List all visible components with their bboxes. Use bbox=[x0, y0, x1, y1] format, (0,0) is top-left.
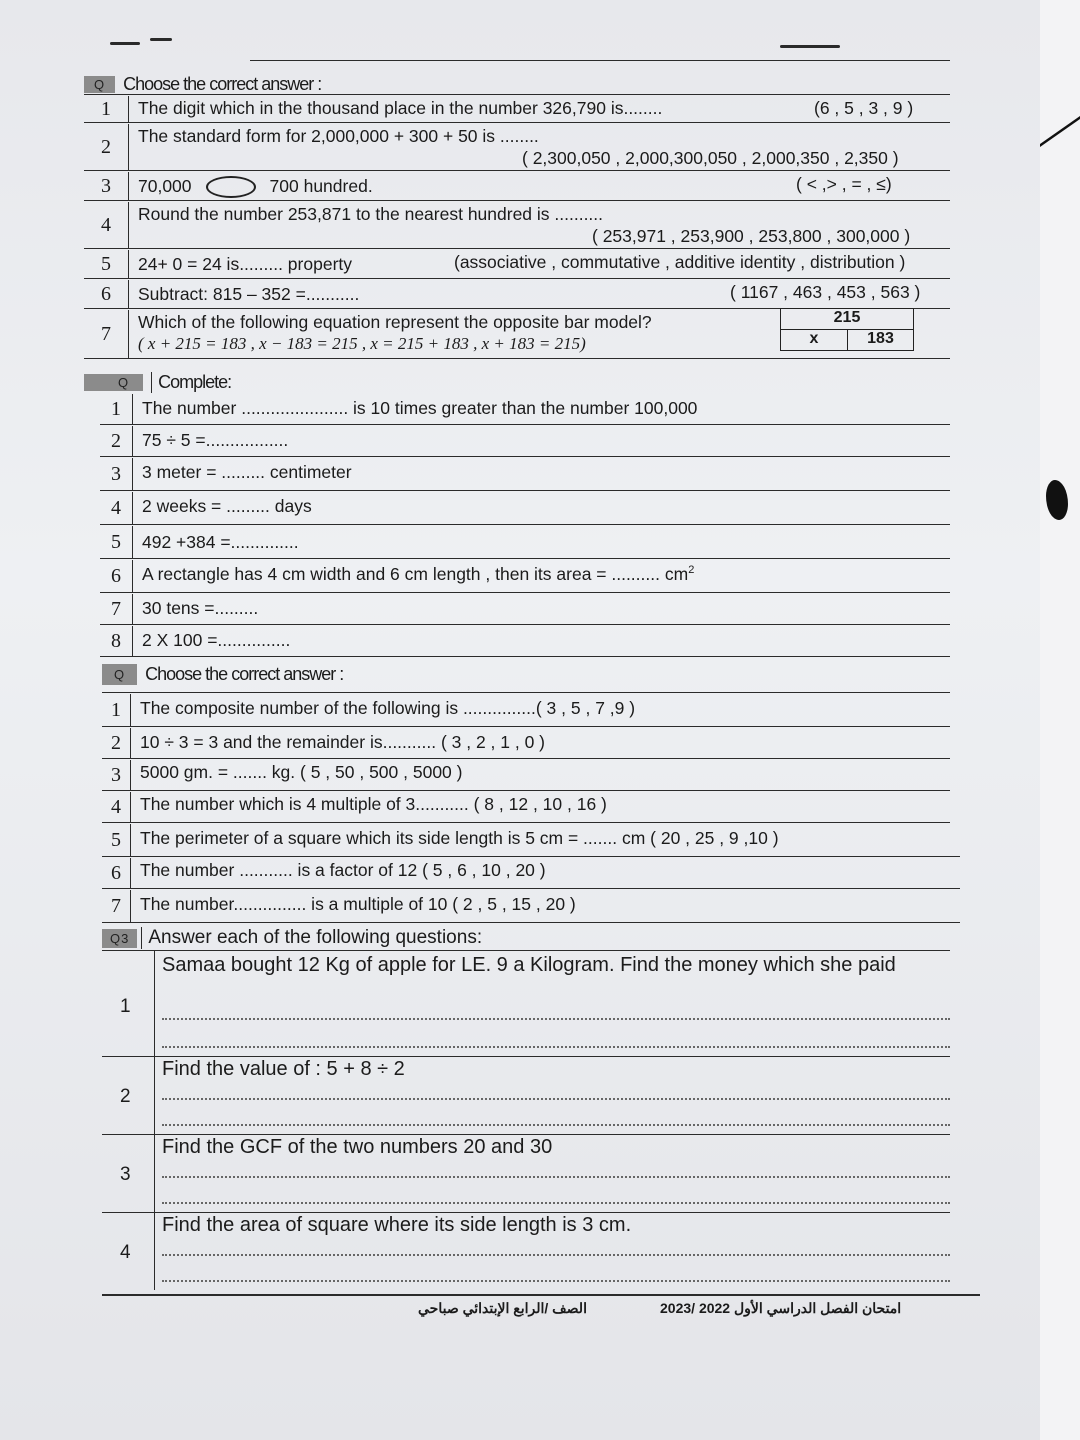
question-row bbox=[84, 280, 950, 309]
question-row bbox=[100, 394, 950, 425]
question-number: 3 bbox=[84, 172, 129, 200]
section-answer bbox=[102, 928, 978, 1290]
question-row bbox=[102, 890, 960, 923]
question-row bbox=[102, 760, 950, 791]
question-text: Which of the following equation represent the opposite bar model? bbox=[138, 312, 652, 332]
question-number: 2 bbox=[102, 728, 131, 758]
bar-model-total: 215 bbox=[780, 308, 914, 330]
question-row bbox=[102, 858, 960, 889]
question-number: 6 bbox=[100, 560, 133, 592]
question-number: 4 bbox=[84, 202, 129, 248]
question-number: 1 bbox=[120, 996, 131, 1017]
question-row bbox=[84, 96, 950, 123]
question-row bbox=[102, 728, 950, 759]
answer-options: (6 , 5 , 3 , 9 ) bbox=[814, 98, 914, 118]
question-tag: Q bbox=[102, 664, 137, 685]
section-choose-2 bbox=[84, 664, 950, 928]
section-title: Complete: bbox=[151, 372, 231, 393]
question-text: 24+ 0 = 24 is......... property bbox=[138, 254, 353, 274]
question-text: 492 +384 =.............. bbox=[142, 532, 299, 552]
question-row bbox=[102, 1214, 950, 1288]
question-number: 2 bbox=[120, 1086, 131, 1107]
question-number: 1 bbox=[100, 394, 133, 424]
section-header bbox=[84, 74, 321, 94]
answer-line[interactable] bbox=[162, 1124, 950, 1126]
question-number: 4 bbox=[102, 792, 131, 822]
question-number: 5 bbox=[102, 824, 131, 856]
question-number: 3 bbox=[102, 760, 131, 790]
question-text: 75 ÷ 5 =................. bbox=[142, 430, 289, 450]
question-row bbox=[84, 124, 950, 171]
answer-options: ( 1167 , 463 , 453 , 563 ) bbox=[730, 282, 921, 302]
answer-options: (associative , commutative , additive identity , distribution ) bbox=[454, 252, 906, 272]
question-row bbox=[84, 250, 950, 279]
bar-model-part: 183 bbox=[847, 329, 914, 351]
answer-line[interactable] bbox=[162, 1098, 950, 1100]
section-title: Choose the correct answer : bbox=[123, 73, 322, 94]
question-text: The number............... is a multiple of 10 ( 2 , 5 , 15 , 20 ) bbox=[140, 894, 576, 914]
question-row bbox=[84, 172, 950, 201]
answer-line[interactable] bbox=[162, 1202, 950, 1204]
question-tag: Q bbox=[84, 76, 115, 93]
question-text: Subtract: 815 – 352 =........... bbox=[138, 284, 360, 304]
question-number: 4 bbox=[120, 1242, 131, 1263]
question-text: The digit which in the thousand place in the number 326,790 is........ bbox=[138, 98, 663, 118]
question-row bbox=[84, 202, 950, 249]
question-number: 5 bbox=[84, 250, 129, 278]
question-number: 2 bbox=[100, 426, 133, 456]
answer-options: ( x + 215 = 183 , x − 183 = 215 , x = 215 + 183 , x + 183 = 215) bbox=[138, 334, 586, 353]
answer-options: ( 253,971 , 253,900 , 253,800 , 300,000 ) bbox=[592, 226, 911, 246]
question-tag: Q3 bbox=[102, 929, 137, 948]
question-row bbox=[100, 560, 950, 593]
ink-mark bbox=[150, 38, 172, 41]
question-number: 5 bbox=[100, 526, 133, 558]
answer-line[interactable] bbox=[162, 1018, 950, 1020]
question-row bbox=[102, 792, 950, 823]
question-text: Round the number 253,871 to the nearest hundred is .......... bbox=[138, 204, 604, 224]
question-number: 8 bbox=[100, 626, 133, 656]
question-number: 6 bbox=[84, 280, 129, 308]
question-text: The number ...................... is 10 times greater than the number 100,000 bbox=[142, 398, 698, 418]
section-title: Choose the correct answer : bbox=[145, 663, 344, 684]
question-number: 3 bbox=[100, 458, 133, 490]
comparison-oval[interactable] bbox=[206, 176, 256, 198]
question-text: The standard form for 2,000,000 + 300 + 50 is ........ bbox=[138, 126, 539, 146]
question-number: 6 bbox=[102, 858, 131, 888]
question-row bbox=[102, 1058, 950, 1135]
question-text: 2 X 100 =............... bbox=[142, 630, 291, 650]
section-choose-1 bbox=[84, 74, 950, 364]
bar-model-x: x bbox=[780, 329, 848, 351]
question-tag: Q bbox=[84, 374, 143, 391]
answer-line[interactable] bbox=[162, 1254, 950, 1256]
answer-line[interactable] bbox=[162, 1046, 950, 1048]
question-row bbox=[102, 1136, 950, 1213]
ink-mark bbox=[780, 45, 840, 48]
question-row bbox=[100, 626, 950, 657]
question-text: 10 ÷ 3 = 3 and the remainder is........... ( 3 , 2 , 1 , 0 ) bbox=[140, 732, 546, 752]
question-row bbox=[100, 426, 950, 457]
answer-options: ( < ,> , = , ≤) bbox=[796, 174, 892, 194]
top-rule bbox=[250, 60, 950, 61]
footer-exam-title: امتحان الفصل الدراسي الأول 2022 /2023 bbox=[660, 1300, 902, 1316]
question-number: 7 bbox=[84, 310, 129, 358]
question-text: Samaa bought 12 Kg of apple for LE. 9 a Kilogram. Find the money which she paid bbox=[162, 954, 896, 976]
question-row bbox=[100, 594, 950, 625]
question-number: 7 bbox=[100, 594, 133, 624]
answer-options: ( 2,300,050 , 2,000,300,050 , 2,000,350 , 2,350 ) bbox=[522, 148, 899, 168]
question-text: A rectangle has 4 cm width and 6 cm length , then its area = .......... $cm^2$ bbox=[142, 564, 695, 584]
answer-line[interactable] bbox=[162, 1280, 950, 1282]
question-text: 70,000 700 hundred. bbox=[138, 176, 373, 198]
footer-grade: الصف /الرابع الإبتدائي صباحي bbox=[418, 1300, 587, 1316]
page-edge bbox=[1040, 0, 1080, 1440]
section-header bbox=[102, 928, 482, 948]
question-text: 30 tens =......... bbox=[142, 598, 259, 618]
question-number: 3 bbox=[120, 1164, 131, 1185]
question-number: 1 bbox=[102, 694, 131, 726]
question-row bbox=[102, 694, 950, 727]
ink-mark bbox=[110, 42, 140, 45]
question-text: 3 meter = ......... centimeter bbox=[142, 462, 352, 482]
question-text: 2 weeks = ......... days bbox=[142, 496, 312, 516]
question-text: The number which is 4 multiple of 3........... ( 8 , 12 , 10 , 16 ) bbox=[140, 794, 607, 814]
question-number: 7 bbox=[102, 890, 131, 922]
question-row bbox=[100, 458, 950, 491]
question-row bbox=[84, 310, 950, 359]
question-row bbox=[102, 824, 960, 857]
question-text: 5000 gm. = ....... kg. ( 5 , 50 , 500 , 5000 ) bbox=[140, 762, 463, 782]
question-text: The perimeter of a square which its side length is 5 cm = ....... cm ( 20 , 25 , 9 ,10 ) bbox=[140, 828, 779, 848]
question-row bbox=[100, 492, 950, 525]
question-number: 4 bbox=[100, 492, 133, 524]
section-title: Answer each of the following questions: bbox=[141, 927, 482, 949]
question-text: Find the GCF of the two numbers 20 and 30 bbox=[162, 1136, 553, 1158]
section-header bbox=[102, 664, 343, 684]
question-row bbox=[102, 952, 950, 1057]
section-header bbox=[84, 372, 231, 392]
question-number: 2 bbox=[84, 124, 129, 170]
question-text: Find the value of : 5 + 8 ÷ 2 bbox=[162, 1058, 405, 1080]
question-text: The number ........... is a factor of 12 ( 5 , 6 , 10 , 20 ) bbox=[140, 860, 546, 880]
question-row bbox=[100, 526, 950, 559]
section-complete bbox=[84, 372, 950, 662]
answer-line[interactable] bbox=[162, 1176, 950, 1178]
question-text: The composite number of the following is ...............( 3 , 5 , 7 ,9 ) bbox=[140, 698, 636, 718]
question-number: 1 bbox=[84, 96, 129, 122]
question-text: Find the area of square where its side length is 3 cm. bbox=[162, 1214, 632, 1236]
